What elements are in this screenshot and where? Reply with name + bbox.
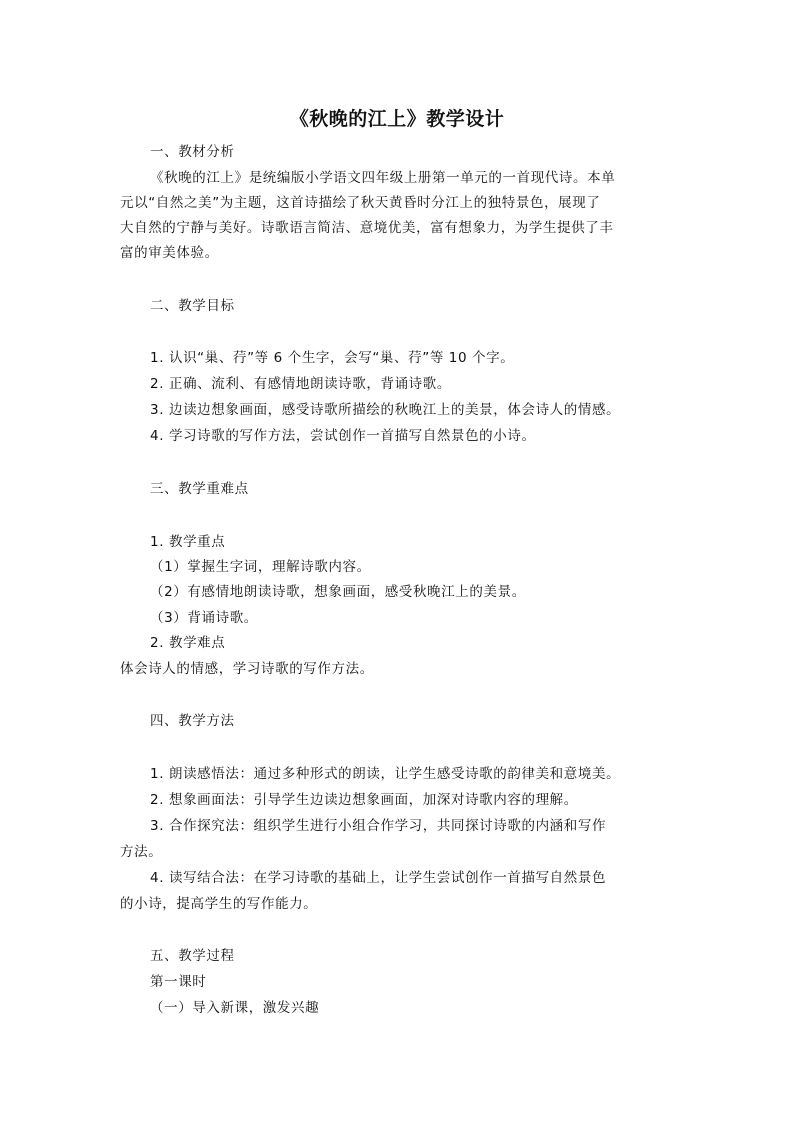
list-item: 3. 边读边想象画面，感受诗歌所描绘的秋晚江上的美景，体会诗人的情感。 xyxy=(150,402,621,418)
paragraph-line: 体会诗人的情感，学习诗歌的写作方法。 xyxy=(120,661,374,677)
section-heading-process: 五、教学过程 xyxy=(150,948,235,964)
paragraph-line: 《秋晚的江上》是统编版小学语文四年级上册第一单元的一首现代诗。本单 xyxy=(150,170,616,186)
list-item: 2. 正确、流利、有感情地朗读诗歌，背诵诗歌。 xyxy=(150,376,451,392)
list-item: 1. 认识“巢、荇”等 6 个生字，会写“巢、荇”等 10 个字。 xyxy=(150,350,515,366)
section-heading-analysis: 一、教材分析 xyxy=(150,144,235,160)
list-item: 3. 合作探究法：组织学生进行小组合作学习，共同探讨诗歌的内涵和写作 xyxy=(150,818,607,834)
section-heading-objectives: 二、教学目标 xyxy=(150,298,235,314)
list-item: 4. 读写结合法：在学习诗歌的基础上，让学生尝试创作一首描写自然景色 xyxy=(150,870,607,886)
paragraph-line: 大自然的宁静与美好。诗歌语言简洁、意境优美，富有想象力，为学生提供了丰 xyxy=(120,220,614,236)
list-item-continuation: 的小诗，提高学生的写作能力。 xyxy=(120,896,318,912)
section-heading-key-points: 三、教学重难点 xyxy=(150,481,249,497)
list-item: 4. 学习诗歌的写作方法，尝试创作一首描写自然景色的小诗。 xyxy=(150,428,536,444)
subheading: 第一课时 xyxy=(150,974,207,990)
list-item: 1. 朗读感悟法：通过多种形式的朗读，让学生感受诗歌的韵律美和意境美。 xyxy=(150,766,621,782)
subheading: 2. 教学难点 xyxy=(150,635,226,651)
paragraph-line: 元以“自然之美”为主题，这首诗描绘了秋天黄昏时分江上的独特景色，展现了 xyxy=(120,195,601,211)
list-item: （1）掌握生字词，理解诗歌内容。 xyxy=(150,559,371,575)
list-item: （2）有感情地朗读诗歌，想象画面，感受秋晚江上的美景。 xyxy=(150,584,526,600)
section-heading-methods: 四、教学方法 xyxy=(150,713,235,729)
document-title: 《秋晚的江上》教学设计 xyxy=(289,108,505,130)
list-item-continuation: 方法。 xyxy=(120,844,163,860)
list-item: 2. 想象画面法：引导学生边读边想象画面，加深对诗歌内容的理解。 xyxy=(150,792,578,808)
paragraph-line: 富的审美体验。 xyxy=(120,245,219,261)
subheading: 1. 教学重点 xyxy=(150,534,226,550)
subheading: （一）导入新课，激发兴趣 xyxy=(150,1000,320,1016)
list-item: （3）背诵诗歌。 xyxy=(150,610,258,626)
